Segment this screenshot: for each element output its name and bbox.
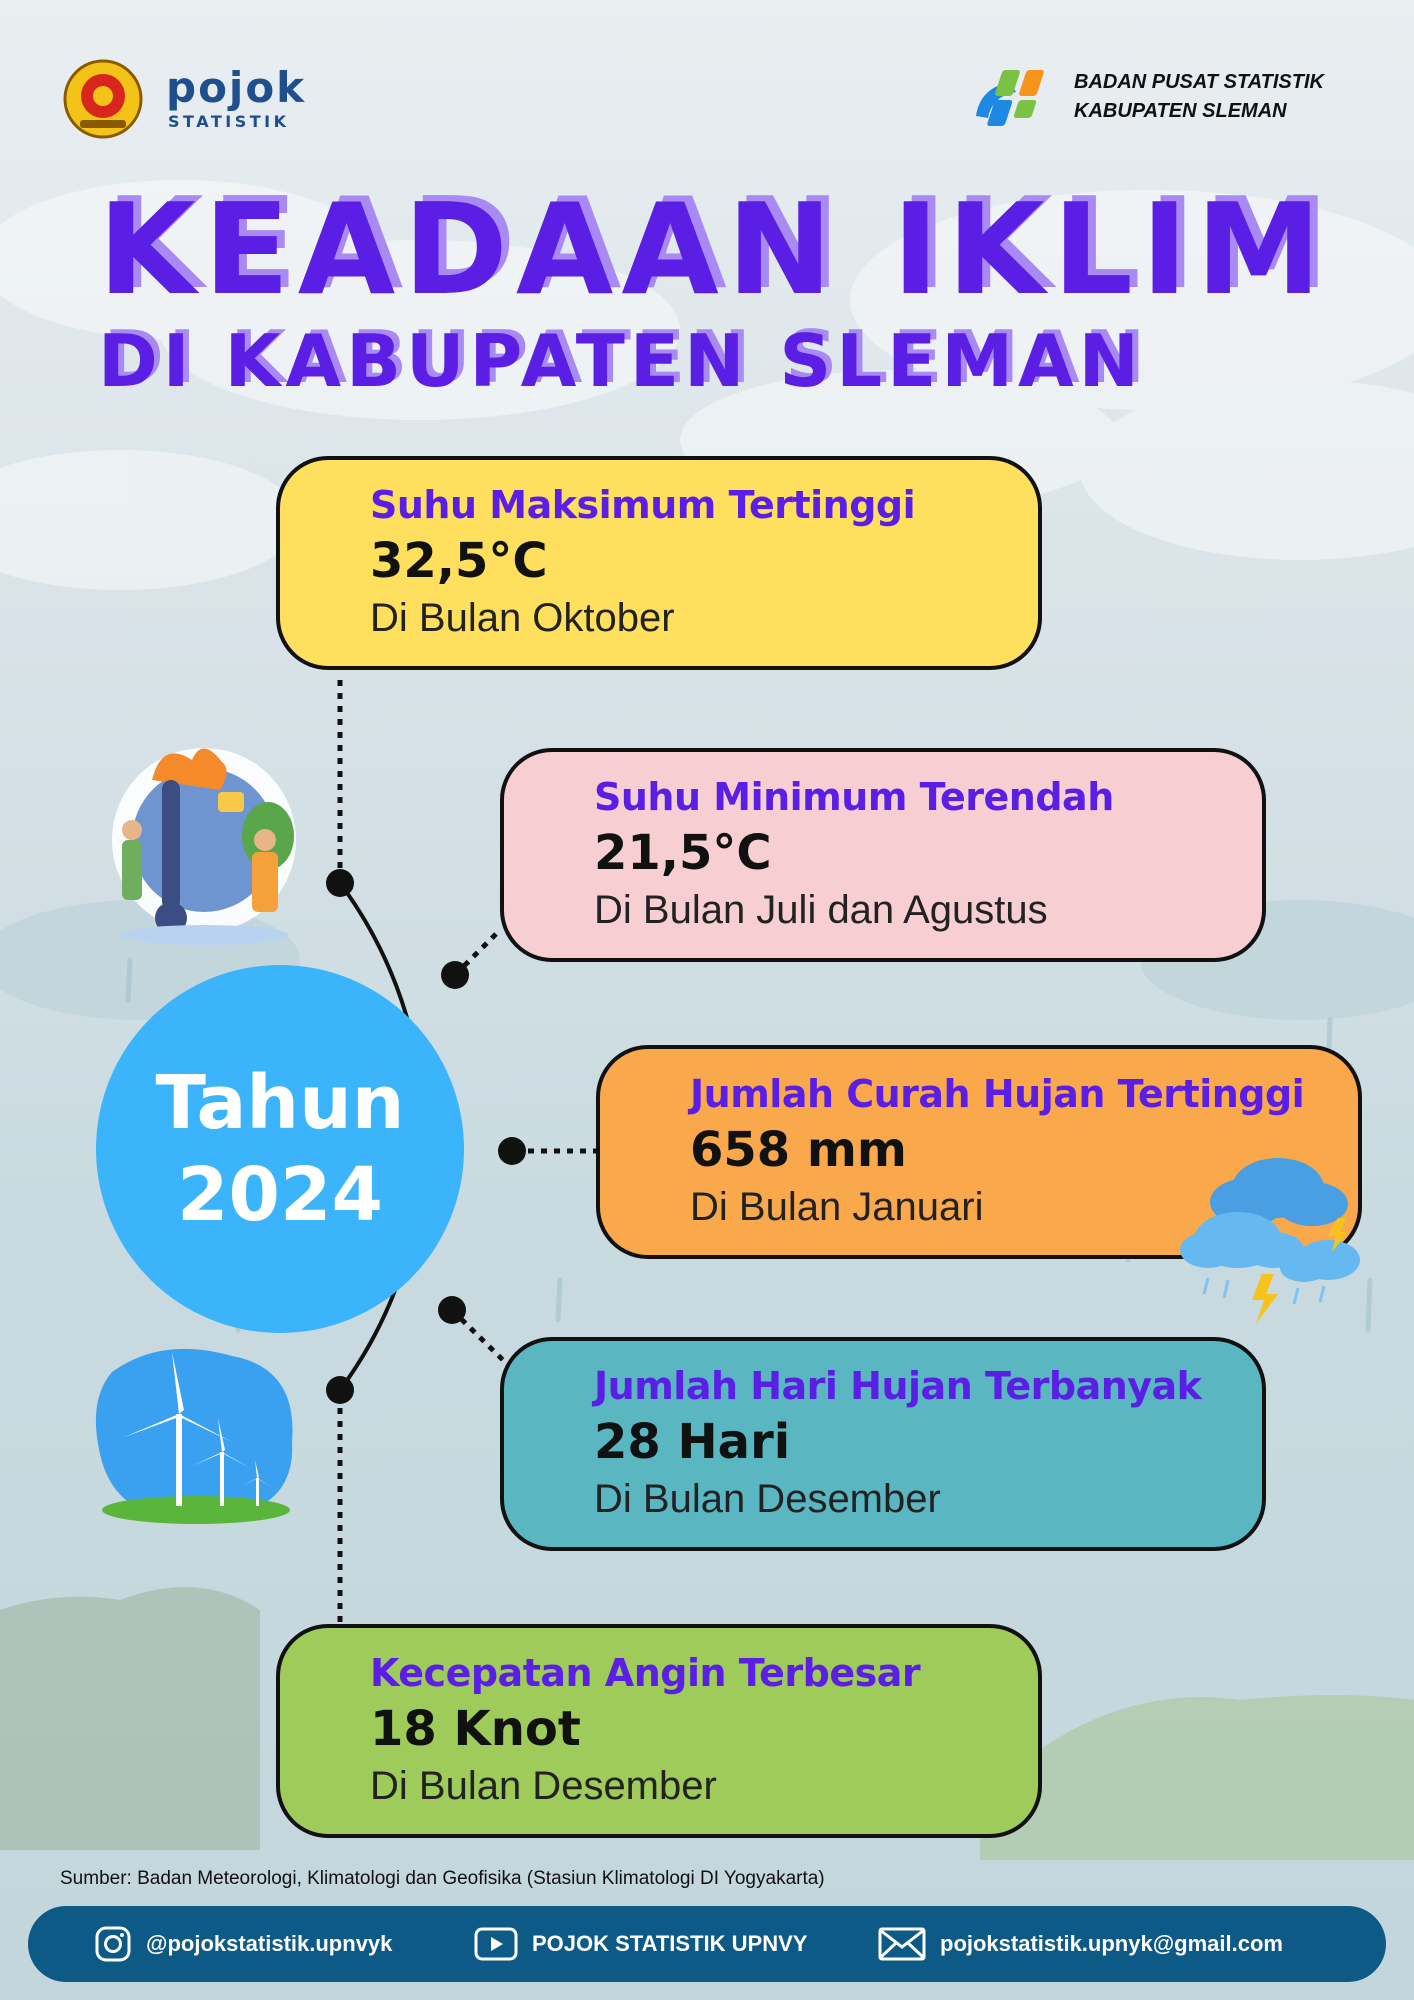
card-label: Jumlah Hari Hujan Terbanyak xyxy=(594,1364,1202,1408)
thermometer-illustration xyxy=(92,740,314,950)
windmill-illustration xyxy=(92,1342,300,1528)
card-wind-speed xyxy=(276,1624,1042,1838)
brand-sub: STATISTIK xyxy=(168,112,290,131)
card-max-temperature xyxy=(276,456,1042,670)
card-label: Kecepatan Angin Terbesar xyxy=(370,1651,921,1695)
email-address: pojokstatistik.upnyk@gmail.com xyxy=(940,1931,1283,1956)
storm-cloud-illustration xyxy=(1178,1148,1368,1324)
card-label: Suhu Maksimum Tertinggi xyxy=(370,483,916,527)
footer-email[interactable] xyxy=(878,1906,1283,1982)
footer-bar xyxy=(28,1906,1386,1982)
email-icon xyxy=(878,1927,926,1961)
card-label: Jumlah Curah Hujan Tertinggi xyxy=(690,1072,1305,1116)
youtube-icon xyxy=(474,1927,518,1961)
card-note: Di Bulan Desember xyxy=(370,1764,717,1808)
card-rainy-days xyxy=(500,1337,1266,1551)
page-subtitle: DI KABUPATEN SLEMAN xyxy=(98,319,1144,403)
card-value: 32,5°C xyxy=(370,533,548,589)
source-note: Sumber: Badan Meteorologi, Klimatologi dan Geofisika (Stasiun Klimatologi DI Yogyakarta) xyxy=(60,1868,825,1889)
card-value: 18 Knot xyxy=(370,1701,581,1757)
card-value: 21,5°C xyxy=(594,825,772,881)
youtube-channel: POJOK STATISTIK UPNVY xyxy=(532,1931,808,1956)
footer-instagram[interactable] xyxy=(94,1906,392,1982)
agency-line2: KABUPATEN SLEMAN xyxy=(1074,100,1287,122)
card-note: Di Bulan Oktober xyxy=(370,596,675,640)
card-note: Di Bulan Juli dan Agustus xyxy=(594,888,1048,932)
card-min-temperature xyxy=(500,748,1266,962)
card-note: Di Bulan Januari xyxy=(690,1185,984,1229)
instagram-handle: @pojokstatistik.upnvyk xyxy=(146,1931,393,1956)
year-label: Tahun xyxy=(155,1060,405,1146)
footer-youtube[interactable] xyxy=(474,1906,807,1982)
year-value: 2024 xyxy=(177,1152,383,1238)
page-title: KEADAAN IKLIM xyxy=(98,176,1330,323)
card-value: 658 mm xyxy=(690,1122,907,1178)
card-note: Di Bulan Desember xyxy=(594,1477,941,1521)
card-label: Suhu Minimum Terendah xyxy=(594,775,1114,819)
brand-word: pojok xyxy=(166,63,307,112)
card-value: 28 Hari xyxy=(594,1414,791,1470)
instagram-icon xyxy=(94,1925,132,1963)
year-badge xyxy=(96,965,464,1333)
agency-line1: BADAN PUSAT STATISTIK xyxy=(1074,71,1324,93)
